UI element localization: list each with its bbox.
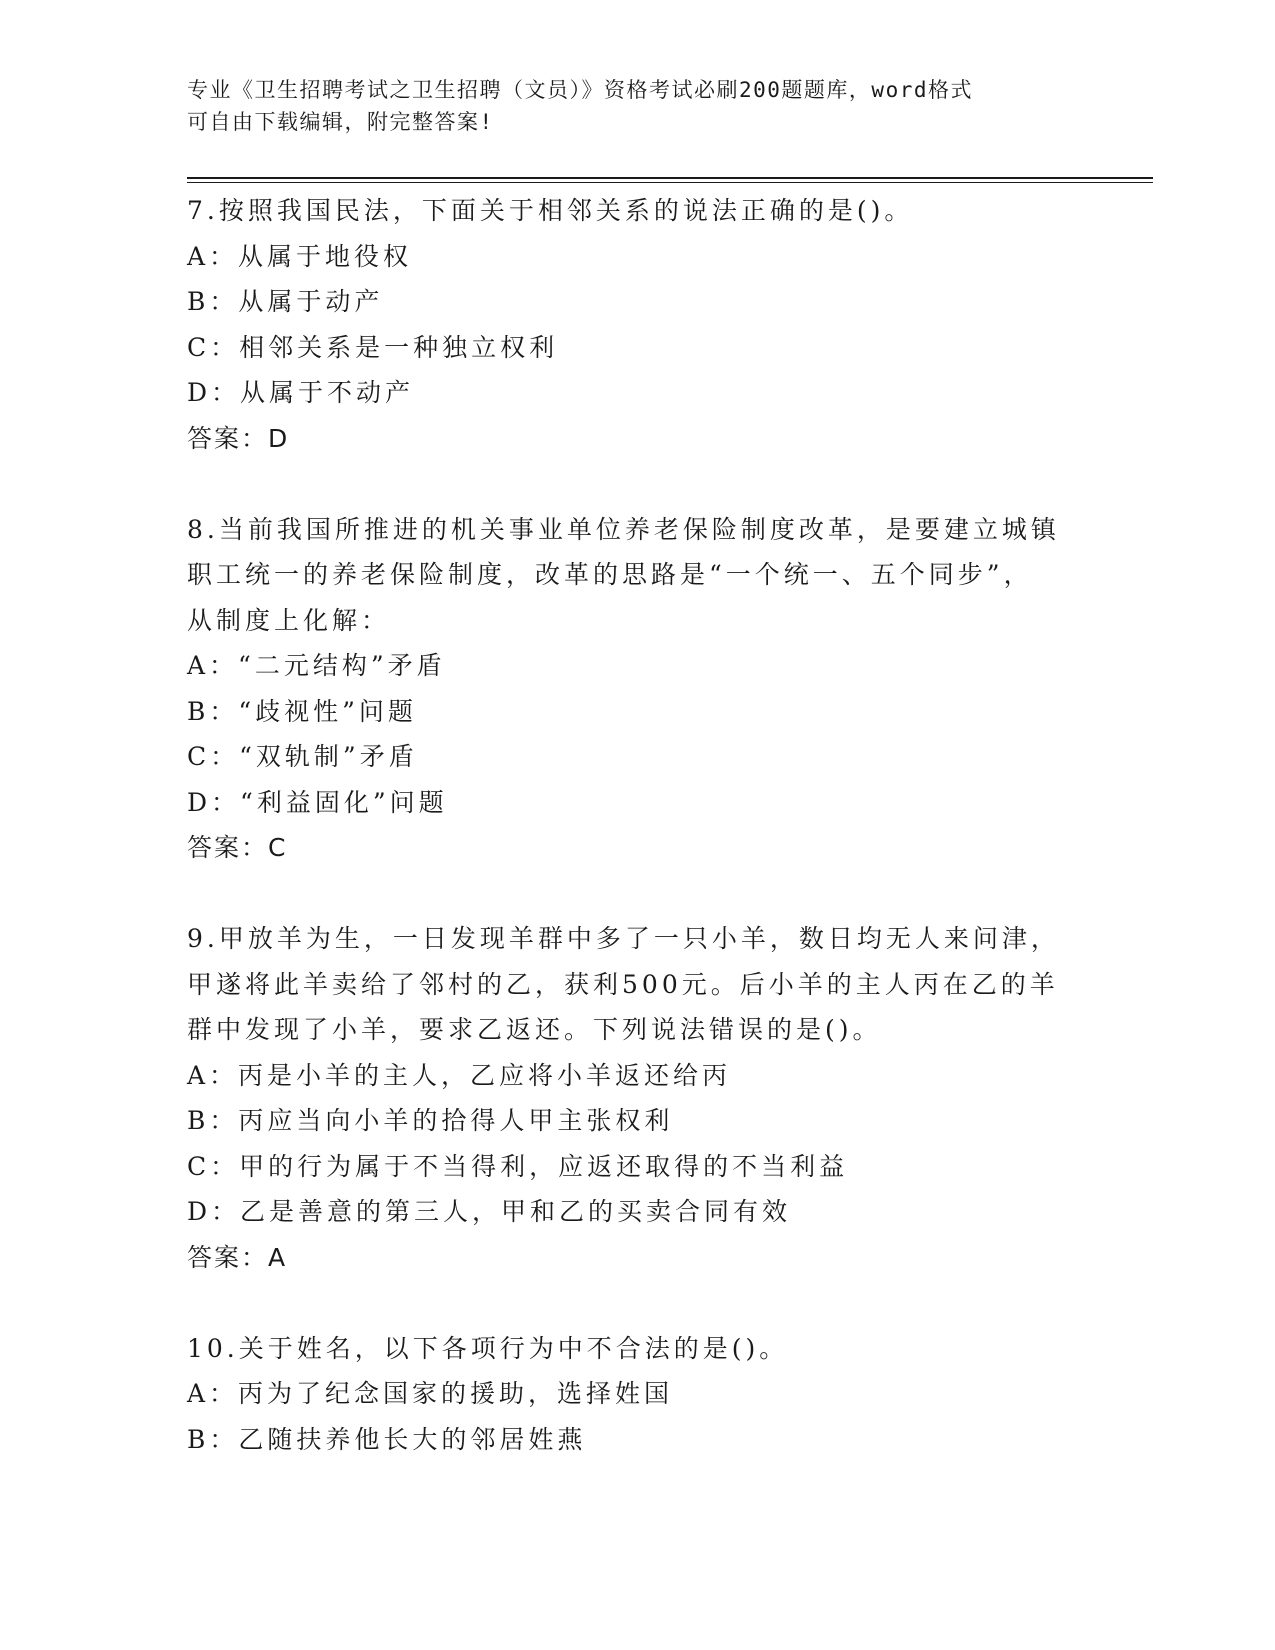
spacer — [187, 871, 1147, 917]
header-divider-thick — [187, 177, 1153, 179]
option-c: C：相邻关系是一种独立权利 — [187, 332, 559, 362]
option-a: A：“二元结构”矛盾 — [187, 651, 446, 680]
question-block — [187, 1326, 1147, 1463]
question-stem: 9.甲放羊为生，一日发现羊群中多了一只小羊，数日均无人来问津， — [187, 924, 1060, 953]
answer-line: 答案：C — [187, 833, 288, 862]
question-stem: 群中发现了小羊，要求乙返还。下列说法错误的是()。 — [187, 1015, 882, 1044]
question-stem: 从制度上化解： — [187, 605, 391, 635]
question-block — [187, 507, 1147, 871]
header-line-1: 专业《卫生招聘考试之卫生招聘（文员）》资格考试必刷200题题库，word格式 — [187, 78, 973, 102]
spacer — [187, 461, 1147, 507]
option-d: D：“利益固化”问题 — [187, 787, 448, 817]
question-stem: 8.当前我国所推进的机关事业单位养老保险制度改革，是要建立城镇 — [187, 514, 1060, 544]
option-d: D：从属于不动产 — [187, 378, 415, 407]
option-a: A：丙是小羊的主人，乙应将小羊返还给丙 — [187, 1060, 732, 1090]
question-block — [187, 188, 1147, 461]
question-stem: 职工统一的养老保险制度，改革的思路是“一个统一、五个同步”， — [187, 560, 1033, 589]
spacer — [187, 1280, 1147, 1326]
option-c: C：甲的行为属于不当得利，应返还取得的不当利益 — [187, 1151, 849, 1181]
option-b: B：乙随扶养他长大的邻居姓燕 — [187, 1424, 587, 1454]
header-divider-thin — [187, 182, 1153, 183]
answer-line: 答案：A — [187, 1242, 288, 1272]
option-d: D：乙是善意的第三人，甲和乙的买卖合同有效 — [187, 1197, 792, 1226]
option-b: B：“歧视性”问题 — [187, 696, 417, 726]
question-stem: 7.按照我国民法，下面关于相邻关系的说法正确的是()。 — [187, 196, 914, 225]
option-b: B：从属于动产 — [187, 287, 384, 316]
header-line-2: 可自由下载编辑，附完整答案! — [187, 110, 494, 134]
question-list — [187, 188, 1147, 1462]
option-a: A：丙为了纪念国家的援助，选择姓国 — [187, 1379, 674, 1408]
question-stem: 甲遂将此羊卖给了邻村的乙，获利500元。后小羊的主人丙在乙的羊 — [187, 969, 1059, 999]
answer-line: 答案：D — [187, 423, 290, 453]
option-a: A：从属于地役权 — [187, 241, 413, 271]
option-c: C：“双轨制”矛盾 — [187, 742, 418, 771]
question-stem: 10.关于姓名，以下各项行为中不合法的是()。 — [187, 1333, 789, 1363]
question-block — [187, 916, 1147, 1280]
document-header — [187, 74, 1087, 138]
option-b: B：丙应当向小羊的拾得人甲主张权利 — [187, 1106, 674, 1135]
